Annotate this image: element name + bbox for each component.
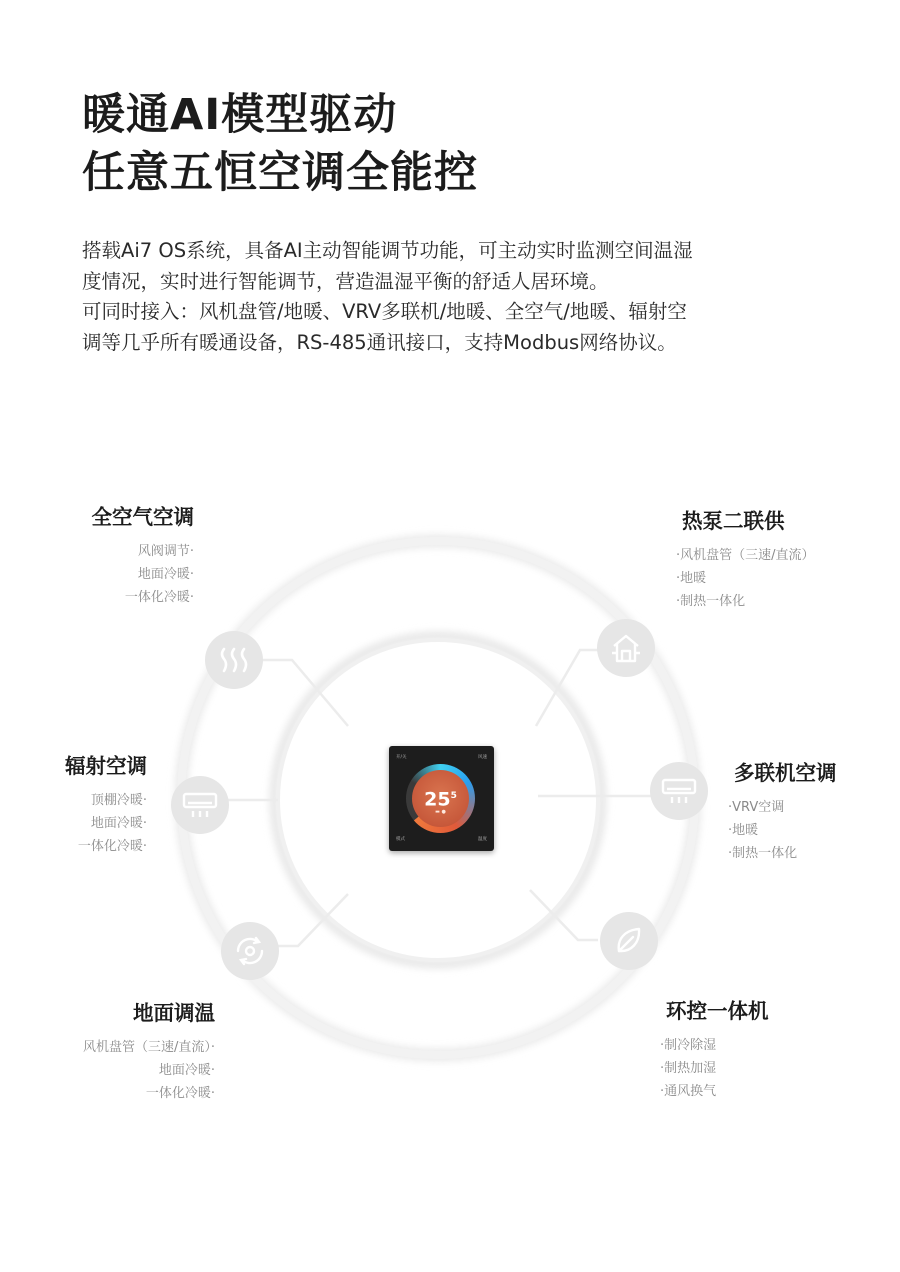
category-item: 顶棚冷暖·	[90, 793, 147, 808]
category-items	[660, 1034, 880, 1103]
category-floor-temperature	[0, 1000, 215, 1105]
headline-line-1: 暖通AI模型驱动	[82, 90, 398, 140]
category-item: ·制热加湿	[660, 1061, 717, 1076]
category-item: ·制冷除湿	[660, 1038, 717, 1053]
category-title: 多联机空调	[734, 761, 837, 785]
temperature-decimal: 5	[450, 791, 457, 801]
category-items	[676, 544, 896, 613]
floor-heating-cycle-icon	[221, 922, 279, 980]
ac-unit-icon	[171, 776, 229, 834]
heat-pump-house-icon	[597, 619, 655, 677]
temperature-value: 25	[424, 788, 451, 811]
category-item: ·制热一体化	[676, 594, 746, 609]
ac-unit-icon	[650, 762, 708, 820]
category-items	[0, 789, 147, 858]
description-line: 度情况，实时进行智能调节，营造温湿平衡的舒适人居环境。	[82, 269, 609, 293]
category-item: ·地暖	[676, 571, 707, 586]
category-item: 一体化冷暖·	[77, 839, 147, 854]
headline-line-2: 任意五恒空调全能控	[82, 148, 478, 198]
leaf-icon	[600, 912, 658, 970]
fan-indicator: ▬ ●	[435, 809, 446, 816]
category-title: 地面调温	[133, 1001, 215, 1025]
category-items	[0, 540, 194, 609]
mode-label[interactable]: 模式	[396, 837, 405, 842]
fan-speed-label[interactable]: 风速	[478, 755, 487, 760]
category-item: 地面冷暖·	[90, 816, 147, 831]
category-item: 一体化冷暖·	[124, 590, 194, 605]
category-heat-pump	[676, 508, 896, 613]
description-line: 可同时接入：风机盘管/地暖、VRV多联机/地暖、全空气/地暖、辐射空	[82, 300, 687, 323]
category-item: 一体化冷暖·	[145, 1086, 215, 1101]
category-title: 环控一体机	[666, 999, 769, 1023]
category-item: 风机盘管（三速/直流）·	[82, 1040, 215, 1055]
thermostat-panel	[389, 746, 494, 851]
category-radiant-ac	[0, 753, 147, 858]
description-line: 调等几乎所有暖通设备，RS-485通讯接口，支持Modbus网络协议。	[82, 330, 677, 354]
power-label[interactable]: 开/关	[396, 755, 407, 760]
temperature-readout	[412, 787, 469, 809]
category-items	[728, 796, 900, 865]
category-all-air-ac	[0, 504, 194, 609]
category-item: ·VRV空调	[728, 800, 785, 815]
thermostat-dial-face	[412, 770, 469, 827]
category-title: 辐射空调	[65, 754, 147, 778]
temperature-label[interactable]: 温度	[478, 837, 487, 842]
category-item: ·制热一体化	[728, 846, 798, 861]
category-item: 风阀调节·	[137, 544, 194, 559]
category-item: ·地暖	[728, 823, 759, 838]
category-title: 全空气空调	[91, 505, 194, 529]
air-vent-waves-icon	[205, 631, 263, 689]
category-item: 地面冷暖·	[158, 1063, 215, 1078]
description-line: 搭载Ai7 OS系统，具备AI主动智能调节功能，可主动实时监测空间温湿	[82, 239, 693, 262]
category-item: ·风机盘管（三速/直流）	[676, 548, 815, 563]
category-environment-unit	[660, 998, 880, 1103]
category-items	[0, 1036, 215, 1105]
category-multi-split-ac	[728, 760, 900, 865]
category-title: 热泵二联供	[682, 509, 785, 533]
category-item: 地面冷暖·	[137, 567, 194, 582]
category-item: ·通风换气	[660, 1084, 717, 1099]
